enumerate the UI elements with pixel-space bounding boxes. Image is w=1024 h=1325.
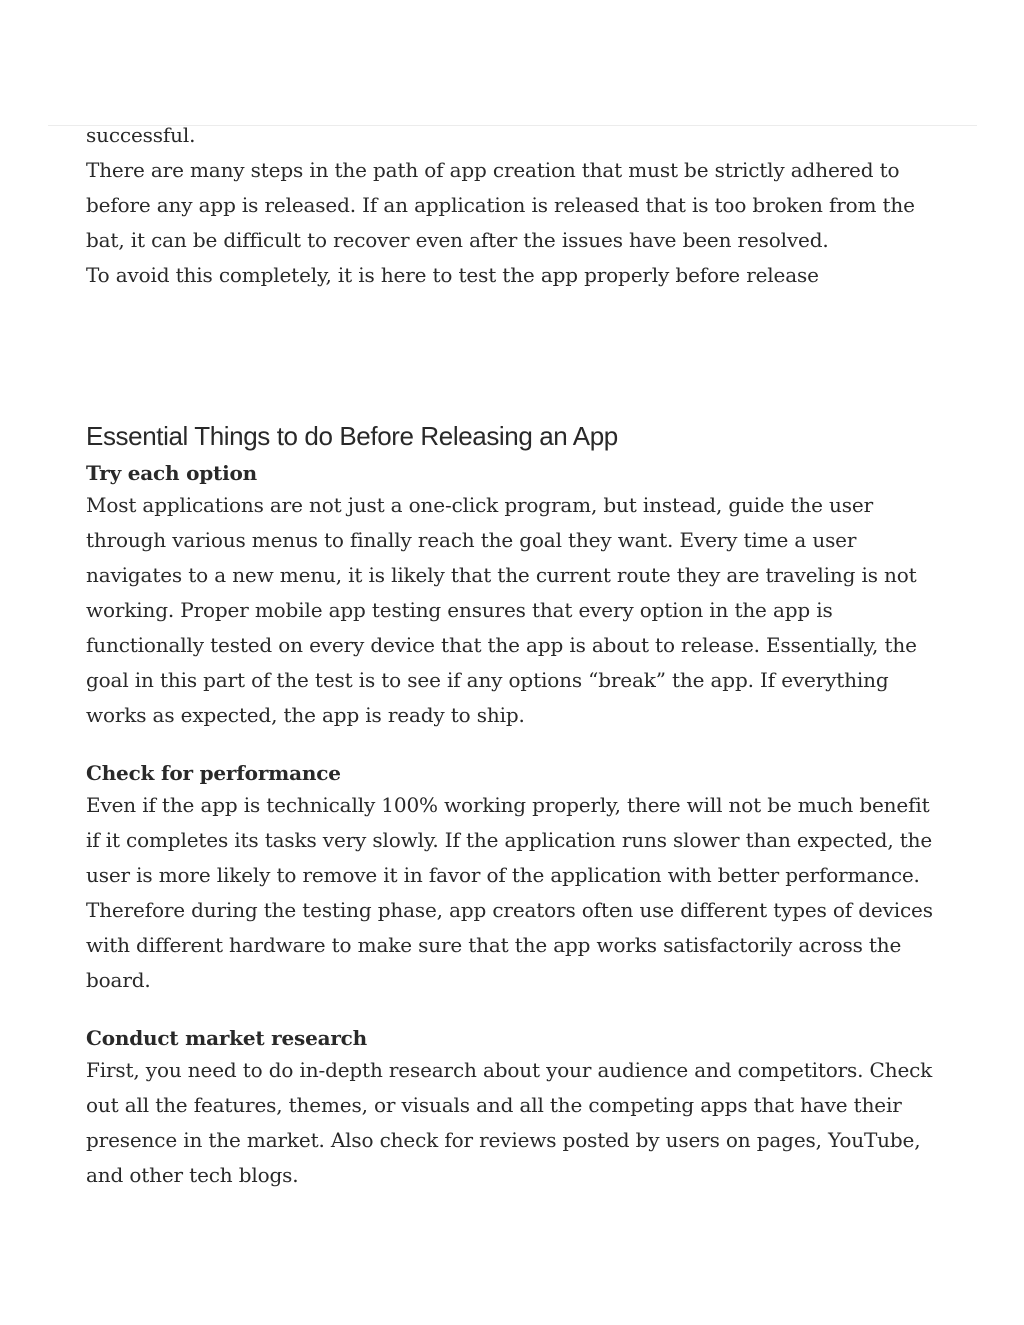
paragraph-avoid-issues: To avoid this completely, it is here to test the app properly before release <box>86 263 819 287</box>
subheading-market-research: Conduct market research <box>86 1026 368 1050</box>
paragraph-market-research: First, you need to do in-depth research about your audience and competitors. Check out all the features, themes, or visuals and all the competing apps that have their presence in the market. Also check for reviews posted by users on pages, YouTube, and other tech blogs. <box>86 1058 933 1187</box>
subheading-check-performance: Check for performance <box>86 761 341 785</box>
paragraph-try-each-option: Most applications are not just a one-click program, but instead, guide the user through various menus to finally reach the goal they want. Every time a user navigates to a new menu, it is likely that the current route they are traveling is not working. Proper mobile app testing ensures that every option in the app is functionally tested on every device that the app is about to release. Essentially, the goal in this part of the test is to see if any options “break” the app. If everything works as expected, the app is ready to ship. <box>86 493 917 727</box>
subheading-try-each-option: Try each option <box>86 461 257 485</box>
paragraph-app-creation-steps: There are many steps in the path of app creation that must be strictly adhered to before any app is released. If an application is released that is too broken from the bat, it can be difficult to recover even after the issues have been resolved. <box>86 158 915 252</box>
article-body <box>86 118 946 1193</box>
paragraph-check-performance: Even if the app is technically 100% working properly, there will not be much benefit if it completes its tasks very slowly. If the application runs slower than expected, the user is more likely to remove it in favor of the application with better performance. Therefore during the testing phase, app creators often use different types of devices with different hardware to make sure that the app works satisfactorily across the board. <box>86 793 933 992</box>
continued-paragraph: successful. <box>86 123 196 147</box>
section-heading: Essential Things to do Before Releasing an App <box>86 421 618 451</box>
